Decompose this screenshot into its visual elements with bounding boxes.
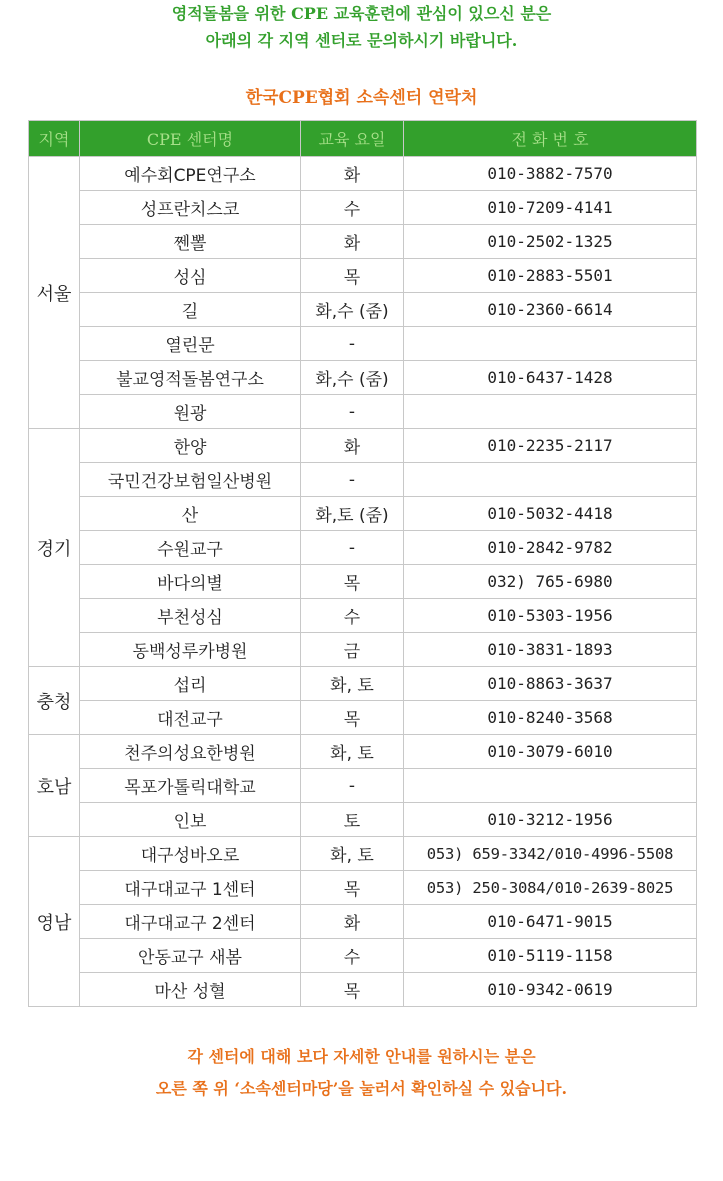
- center-name-cell: 마산 성혈: [80, 973, 301, 1007]
- phone-cell: [404, 463, 697, 497]
- table-row: [29, 259, 697, 293]
- training-day-cell: 화,토 (줌): [301, 497, 404, 531]
- center-name-cell: 목포가톨릭대학교: [80, 769, 301, 803]
- table-header-row: [29, 121, 697, 157]
- phone-cell: 010-8240-3568: [404, 701, 697, 735]
- table-row: [29, 327, 697, 361]
- center-contact-table: [28, 120, 697, 1007]
- center-name-cell: 성프란치스코: [80, 191, 301, 225]
- training-day-cell: 목: [301, 565, 404, 599]
- phone-cell: 032) 765-6980: [404, 565, 697, 599]
- phone-cell: 010-5119-1158: [404, 939, 697, 973]
- table-row: [29, 361, 697, 395]
- training-day-cell: 목: [301, 973, 404, 1007]
- training-day-cell: 화,수 (줌): [301, 361, 404, 395]
- phone-cell: [404, 769, 697, 803]
- table-row: [29, 463, 697, 497]
- center-name-cell: 한양: [80, 429, 301, 463]
- phone-cell: 010-3831-1893: [404, 633, 697, 667]
- table-row: [29, 157, 697, 191]
- table-row: [29, 735, 697, 769]
- phone-cell: 010-9342-0619: [404, 973, 697, 1007]
- region-cell: 충청: [29, 667, 80, 735]
- phone-cell: [404, 327, 697, 361]
- training-day-cell: 목: [301, 871, 404, 905]
- phone-cell: 010-3212-1956: [404, 803, 697, 837]
- table-row: [29, 871, 697, 905]
- phone-cell: 053) 659-3342/010-4996-5508: [404, 837, 697, 871]
- center-name-cell: 국민건강보험일산병원: [80, 463, 301, 497]
- training-day-cell: 화: [301, 429, 404, 463]
- region-cell: 경기: [29, 429, 80, 667]
- table-row: [29, 769, 697, 803]
- header-training-day: 교육 요일: [301, 121, 404, 157]
- center-name-cell: 대구대교구 2센터: [80, 905, 301, 939]
- phone-cell: 010-2883-5501: [404, 259, 697, 293]
- table-row: [29, 395, 697, 429]
- outro-line-1: 각 센터에 대해 보다 자세한 안내를 원하시는 분은: [187, 1047, 536, 1066]
- center-name-cell: 불교영적돌봄연구소: [80, 361, 301, 395]
- phone-cell: 010-2842-9782: [404, 531, 697, 565]
- table-row: [29, 497, 697, 531]
- center-name-cell: 수원교구: [80, 531, 301, 565]
- training-day-cell: 목: [301, 259, 404, 293]
- training-day-cell: 목: [301, 701, 404, 735]
- phone-cell: 010-3079-6010: [404, 735, 697, 769]
- training-day-cell: 화, 토: [301, 735, 404, 769]
- table-row: [29, 225, 697, 259]
- center-name-cell: 천주의성요한병원: [80, 735, 301, 769]
- center-name-cell: 원광: [80, 395, 301, 429]
- center-name-cell: 대구대교구 1센터: [80, 871, 301, 905]
- training-day-cell: -: [301, 395, 404, 429]
- training-day-cell: 수: [301, 939, 404, 973]
- training-day-cell: 화: [301, 157, 404, 191]
- center-name-cell: 부천성심: [80, 599, 301, 633]
- table-row: [29, 633, 697, 667]
- center-name-cell: 길: [80, 293, 301, 327]
- center-name-cell: 대전교구: [80, 701, 301, 735]
- header-center-name: CPE 센터명: [80, 121, 301, 157]
- training-day-cell: 금: [301, 633, 404, 667]
- training-day-cell: -: [301, 463, 404, 497]
- table-row: [29, 191, 697, 225]
- training-day-cell: -: [301, 531, 404, 565]
- training-day-cell: 화,수 (줌): [301, 293, 404, 327]
- intro-line-1: 영적돌봄을 위한 CPE 교육훈련에 관심이 있으신 분은: [171, 4, 552, 23]
- table-row: [29, 973, 697, 1007]
- table-row: [29, 803, 697, 837]
- page-title: 한국CPE협회 소속센터 연락처: [245, 88, 478, 108]
- center-name-cell: 열린문: [80, 327, 301, 361]
- center-name-cell: 인보: [80, 803, 301, 837]
- center-name-cell: 안동교구 새봄: [80, 939, 301, 973]
- phone-cell: 010-2235-2117: [404, 429, 697, 463]
- table-row: [29, 429, 697, 463]
- phone-cell: 053) 250-3084/010-2639-8025: [404, 871, 697, 905]
- region-cell: 서울: [29, 157, 80, 429]
- center-name-cell: 섭리: [80, 667, 301, 701]
- region-cell: 영남: [29, 837, 80, 1007]
- training-day-cell: 화: [301, 225, 404, 259]
- table-row: [29, 565, 697, 599]
- phone-cell: 010-5032-4418: [404, 497, 697, 531]
- center-name-cell: 예수회CPE연구소: [80, 157, 301, 191]
- training-day-cell: -: [301, 327, 404, 361]
- center-name-cell: 바다의별: [80, 565, 301, 599]
- table-row: [29, 531, 697, 565]
- outro-line-2: 오른 쪽 위 ‘소속센터마당’을 눌러서 확인하실 수 있습니다.: [155, 1079, 568, 1098]
- center-name-cell: 동백성루카병원: [80, 633, 301, 667]
- phone-cell: 010-8863-3637: [404, 667, 697, 701]
- intro-line-2: 아래의 각 지역 센터로 문의하시기 바랍니다.: [205, 31, 518, 50]
- training-day-cell: -: [301, 769, 404, 803]
- table-row: [29, 701, 697, 735]
- training-day-cell: 화, 토: [301, 667, 404, 701]
- training-day-cell: 화: [301, 905, 404, 939]
- center-name-cell: 산: [80, 497, 301, 531]
- table-row: [29, 837, 697, 871]
- phone-cell: 010-6471-9015: [404, 905, 697, 939]
- phone-cell: [404, 395, 697, 429]
- table-row: [29, 667, 697, 701]
- phone-cell: 010-6437-1428: [404, 361, 697, 395]
- training-day-cell: 수: [301, 191, 404, 225]
- training-day-cell: 수: [301, 599, 404, 633]
- table-body: [29, 157, 697, 1007]
- region-cell: 호남: [29, 735, 80, 837]
- phone-cell: 010-2502-1325: [404, 225, 697, 259]
- phone-cell: 010-3882-7570: [404, 157, 697, 191]
- training-day-cell: 토: [301, 803, 404, 837]
- table-row: [29, 905, 697, 939]
- phone-cell: 010-5303-1956: [404, 599, 697, 633]
- table-row: [29, 293, 697, 327]
- table-row: [29, 939, 697, 973]
- phone-cell: 010-2360-6614: [404, 293, 697, 327]
- training-day-cell: 화, 토: [301, 837, 404, 871]
- header-phone: 전 화 번 호: [404, 121, 697, 157]
- phone-cell: 010-7209-4141: [404, 191, 697, 225]
- center-name-cell: 성심: [80, 259, 301, 293]
- header-region: 지역: [29, 121, 80, 157]
- center-name-cell: 쩬뽈: [80, 225, 301, 259]
- center-name-cell: 대구성바오로: [80, 837, 301, 871]
- table-row: [29, 599, 697, 633]
